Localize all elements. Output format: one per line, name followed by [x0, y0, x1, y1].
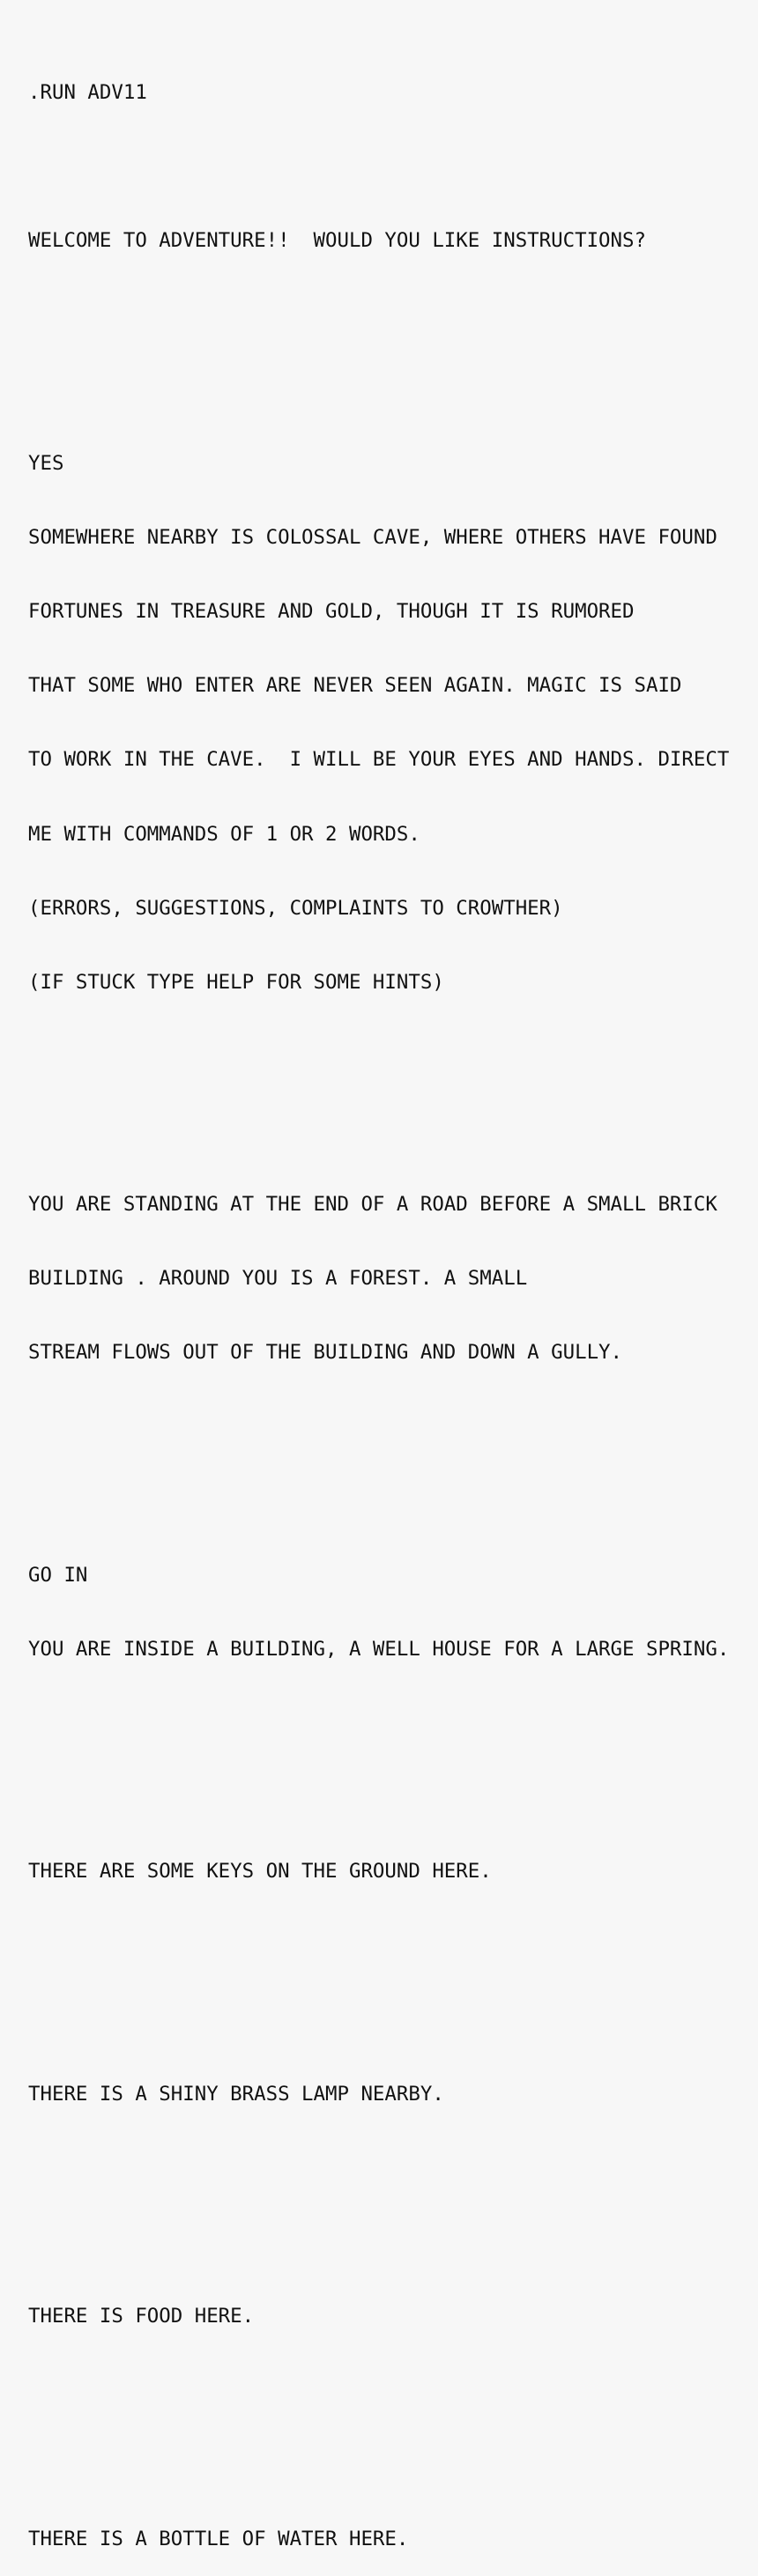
blank-line [28, 377, 729, 402]
welcome-prompt: WELCOME TO ADVENTURE!! WOULD YOU LIKE INSTRUCTIONS? [28, 229, 646, 253]
blank-line [28, 303, 729, 328]
instructions-line: TO WORK IN THE CAVE. I WILL BE YOUR EYES AND HANDS. DIRECT [28, 748, 730, 772]
blank-line [28, 1489, 729, 1514]
room-description-line: YOU ARE INSIDE A BUILDING, A WELL HOUSE FOR A LARGE SPRING. [28, 1638, 730, 1662]
blank-line [28, 1711, 729, 1736]
terminal-output [28, 31, 729, 2576]
command-line: .RUN ADV11 [28, 81, 147, 105]
item-description-line: THERE ARE SOME KEYS ON THE GROUND HERE. [28, 1860, 492, 1884]
instructions-line: (IF STUCK TYPE HELP FOR SOME HINTS) [28, 970, 444, 994]
blank-line [28, 1415, 729, 1440]
room-description-line: YOU ARE STANDING AT THE END OF A ROAD BEFORE A SMALL BRICK [28, 1193, 717, 1217]
blank-line [28, 2378, 729, 2402]
blank-line [28, 2230, 729, 2254]
blank-line [28, 1044, 729, 1069]
user-input-line: GO IN [28, 1563, 88, 1587]
blank-line [28, 2008, 729, 2032]
instructions-line: FORTUNES IN TREASURE AND GOLD, THOUGH IT IS RUMORED [28, 600, 635, 624]
instructions-line: (ERRORS, SUGGESTIONS, COMPLAINTS TO CROWTHER) [28, 896, 563, 920]
blank-line [28, 1118, 729, 1143]
instructions-line: SOMEWHERE NEARBY IS COLOSSAL CAVE, WHERE OTHERS HAVE FOUND [28, 525, 717, 549]
blank-line [28, 1934, 729, 1958]
blank-line [28, 1785, 729, 1810]
room-description-line: STREAM FLOWS OUT OF THE BUILDING AND DOWN A GULLY. [28, 1341, 623, 1365]
blank-line [28, 2453, 729, 2477]
user-input-line: YES [28, 451, 64, 475]
instructions-line: THAT SOME WHO ENTER ARE NEVER SEEN AGAIN. MAGIC IS SAID [28, 674, 682, 698]
item-description-line: THERE IS A SHINY BRASS LAMP NEARBY. [28, 2082, 444, 2106]
instructions-line: ME WITH COMMANDS OF 1 OR 2 WORDS. [28, 822, 420, 846]
item-description-line: THERE IS FOOD HERE. [28, 2305, 255, 2328]
item-description-line: THERE IS A BOTTLE OF WATER HERE. [28, 2527, 409, 2550]
blank-line [28, 154, 729, 179]
blank-line [28, 2156, 729, 2180]
room-description-line: BUILDING . AROUND YOU IS A FOREST. A SMALL [28, 1267, 528, 1291]
